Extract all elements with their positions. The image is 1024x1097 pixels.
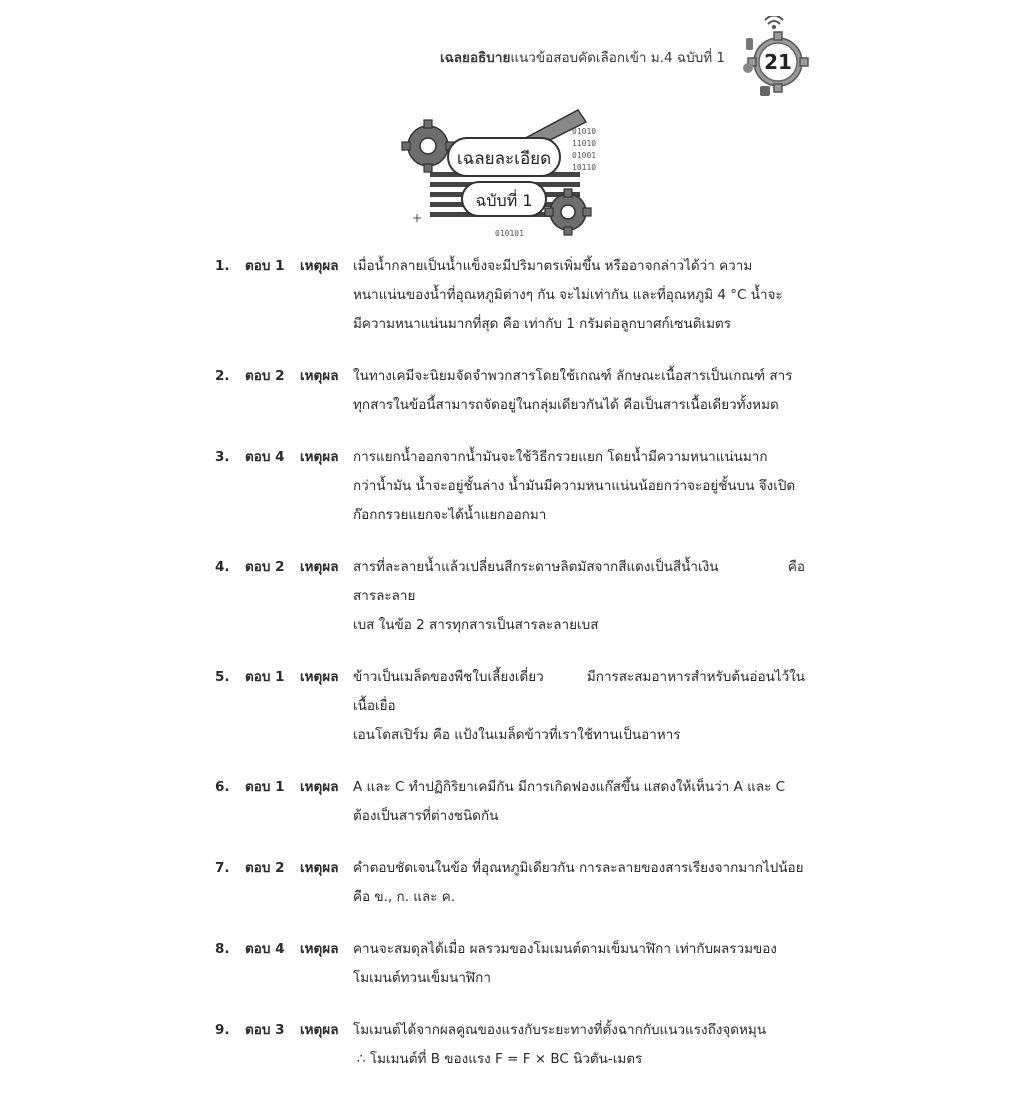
page-number: 21 [764,50,792,74]
item-number: 8. [215,941,230,957]
item-answer: ตอบ 1 [245,258,285,274]
svg-text:010101: 010101 [495,229,524,238]
list-item [215,773,805,831]
item-answer: ตอบ 1 [245,669,285,685]
gear-icon [402,120,454,172]
reason-text: ข้าวเป็นเมล็ดของพืชใบเลี้ยงเดี่ยว มีการสะสมอาหารสำหรับต้นอ่อนไว้ในเนื้อเยื่อ เอนโดสเปิร์ม คือ แป้งในเมล็ดข้าวที่เราใช้ทานเป็นอาหาร [353,669,805,743]
svg-text:01010: 01010 [572,127,597,136]
reason-label: เหตุผล [300,559,339,575]
svg-text:+: + [412,211,423,225]
reason-label: เหตุผล [300,368,339,384]
list-item [215,663,805,750]
item-number: 1. [215,258,230,274]
item-answer: ตอบ 3 [245,1022,285,1038]
reason-label: เหตุผล [300,1022,339,1038]
answer-list [215,252,805,1097]
svg-text:01001: 01001 [572,151,597,160]
item-number: 7. [215,860,230,876]
banner-subtitle: ฉบับที่ 1 [475,191,533,210]
running-header [0,46,725,68]
list-item [215,443,805,530]
reason-label: เหตุผล [300,860,339,876]
item-answer: ตอบ 1 [245,779,285,795]
item-answer: ตอบ 2 [245,368,285,384]
item-number: 2. [215,368,230,384]
item-answer: ตอบ 4 [245,449,285,465]
item-answer: ตอบ 4 [245,941,285,957]
item-number: 3. [215,449,230,465]
list-item [215,935,805,993]
item-answer: ตอบ 2 [245,860,285,876]
reason-text: สารที่ละลายน้ำแล้วเปลี่ยนสีกระดาษลิตมัสจากสีแดงเป็นสีน้ำเงิน คือ สารละลาย เบส ในข้อ 2 สารทุกสารเป็นสารละลายเบส [353,559,805,633]
svg-text:10110: 10110 [572,163,597,172]
reason-text: การแยกน้ำออกจากน้ำมันจะใช้วิธีกรวยแยก โดยน้ำมีความหนาแน่นมาก กว่าน้ำมัน น้ำจะอยู่ชั้นล่าง น้ำมันมีความหนาแน่นน้อยกว่าจะอยู่ชั้นบน จึงเปิด ก๊อกกรวยแยกจะได้น้ำแยกออกมา [353,449,796,523]
reason-text: A และ C ทำปฏิกิริยาเคมีกัน มีการเกิดฟองแก๊สขึ้น แสดงให้เห็นว่า A และ C ต้องเป็นสารที่ต่างชนิดกัน [353,779,786,824]
reason-text: โมเมนต์ได้จากผลคูณของแรงกับระยะทางที่ตั้งฉากกับแนวแรงถึงจุดหมุน ∴ โมเมนต์ที่ B ของแรง F = F × BC นิวตัน-เมตร [353,1022,767,1067]
reason-label: เหตุผล [300,449,339,465]
item-number: 4. [215,559,230,575]
item-number: 5. [215,669,230,685]
gear-icon [732,16,812,106]
header-title-rest: แนวข้อสอบคัดเลือกเข้า ม.4 ฉบับที่ 1 [510,50,725,66]
reason-label: เหตุผล [300,941,339,957]
list-item [215,252,805,339]
banner-title: เฉลยละเอียด [456,149,552,169]
answer-key-banner [400,104,615,244]
reason-text: เมื่อน้ำกลายเป็นน้ำแข็งจะมีปริมาตรเพิ่มขึ้น หรืออาจกล่าวได้ว่า ความ หนาแน่นของน้ำที่อุณหภูมิต่างๆ กัน จะไม่เท่ากัน และที่อุณหภูมิ 4 °C น้ำจะ มีความหนาแน่นมากที่สุด คือ เท่ากับ 1 กรัมต่อลูกบาศก์เซนติเมตร [353,258,783,332]
item-answer: ตอบ 2 [245,559,285,575]
reason-text: คำตอบชัดเจนในข้อ ที่อุณหภูมิเดียวกัน การละลายของสารเรียงจากมากไปน้อย คือ ข., ก. และ ค. [353,860,804,905]
svg-text:11010: 11010 [572,139,597,148]
reason-label: เหตุผล [300,258,339,274]
reason-text: ในทางเคมีจะนิยมจัดจำพวกสารโดยใช้เกณฑ์ ลักษณะเนื้อสารเป็นเกณฑ์ สาร ทุกสารในข้อนี้สามารถจัดอยู่ในกลุ่มเดียวกันได้ คือเป็นสารเนื้อเดียวทั้งหมด [353,368,793,413]
list-item [215,1016,805,1074]
page-number-badge [732,16,812,106]
item-number: 9. [215,1022,230,1038]
list-item [215,854,805,912]
reason-text: คานจะสมดุลได้เมื่อ ผลรวมของโมเมนต์ตามเข็มนาฬิกา เท่ากับผลรวมของ โมเมนต์ทวนเข็มนาฬิกา [353,941,777,986]
reason-label: เหตุผล [300,779,339,795]
reason-label: เหตุผล [300,669,339,685]
item-number: 6. [215,779,230,795]
list-item [215,362,805,420]
header-title-bold: เฉลยอธิบาย [439,50,511,66]
list-item [215,553,805,640]
